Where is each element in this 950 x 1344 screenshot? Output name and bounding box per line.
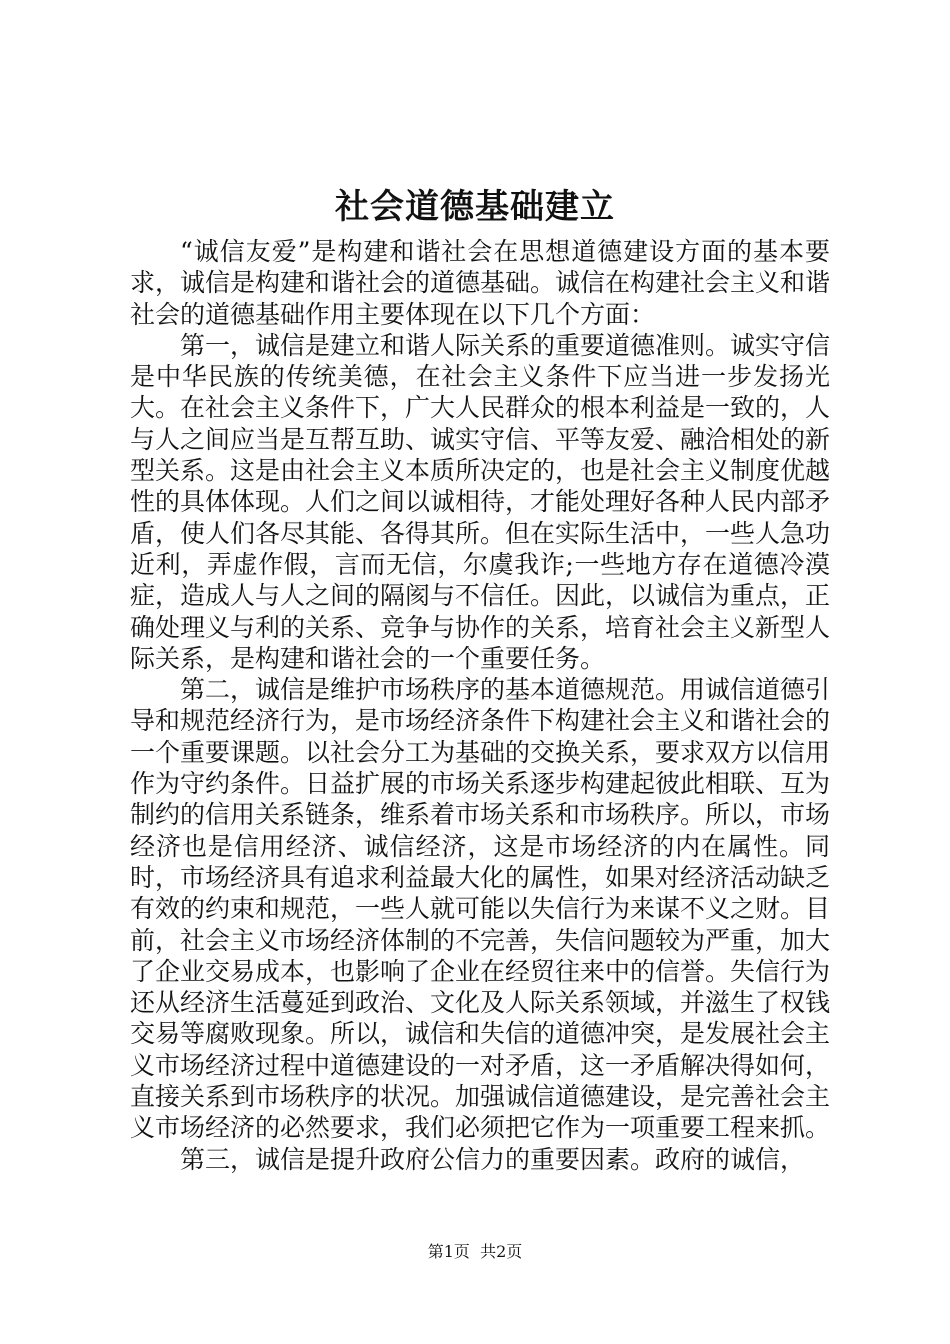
page-footer (0, 1240, 950, 1264)
paragraph-intro: “诚信友爱”是构建和谐社会在思想道德建设方面的基本要求，诚信是构建和谐社会的道德基础。诚信在构建社会主义和谐社会的道德基础作用主要体现在以下几个方面： (130, 237, 831, 329)
page-number: 第1页 共2页 (427, 1242, 523, 1261)
document-title: 社会道德基础建立 (335, 187, 615, 227)
document-body (130, 236, 830, 1175)
paragraph-first: 第一，诚信是建立和谐人际关系的重要道德准则。诚实守信是中华民族的传统美德，在社会主义条件下应当进一步发扬光大。在社会主义条件下，广大人民群众的根本利益是一致的，人与人之间应当是互帮互助、诚实守信、平等友爱、融洽相处的新型关系。这是由社会主义本质所决定的，也是社会主义制度优越性的具体体现。人们之间以诚相待，才能处理好各种人民内部矛盾，使人们各尽其能、各得其所。但在实际生活中，一些人急功近利，弄虚作假，言而无信，尔虞我诈;一些地方存在道德冷漠症，造成人与人之间的隔阂与不信任。因此，以诚信为重点，正确处理义与利的关系、竞争与协作的关系，培育社会主义新型人际关系，是构建和谐社会的一个重要任务。 (130, 330, 831, 673)
paragraph-second: 第二，诚信是维护市场秩序的基本道德规范。用诚信道德引导和规范经济行为，是市场经济条件下构建社会主义和谐社会的一个重要课题。以社会分工为基础的交换关系，要求双方以信用作为守约条件。日益扩展的市场关系逐步构建起彼此相联、互为制约的信用关系链条，维系着市场关系和市场秩序。所以，市场经济也是信用经济、诚信经济，这是市场经济的内在属性。同时，市场经济具有追求利益最大化的属性，如果对经济活动缺乏有效的约束和规范，一些人就可能以失信行为来谋不义之财。目前，社会主义市场经济体制的不完善，失信问题较为严重，加大了企业交易成本，也影响了企业在经贸往来中的信誉。失信行为还从经济生活蔓延到政治、文化及人际关系领域，并滋生了权钱交易等腐败现象。所以，诚信和失信的道德冲突，是发展社会主义市场经济过程中道德建设的一对矛盾，这一矛盾解决得如何，直接关系到市场秩序的状况。加强诚信道德建设，是完善社会主义市场经济的必然要求，我们必须把它作为一项重要工程来抓。 (130, 675, 831, 1143)
paragraph-third: 第三，诚信是提升政府公信力的重要因素。政府的诚信， (180, 1144, 806, 1174)
